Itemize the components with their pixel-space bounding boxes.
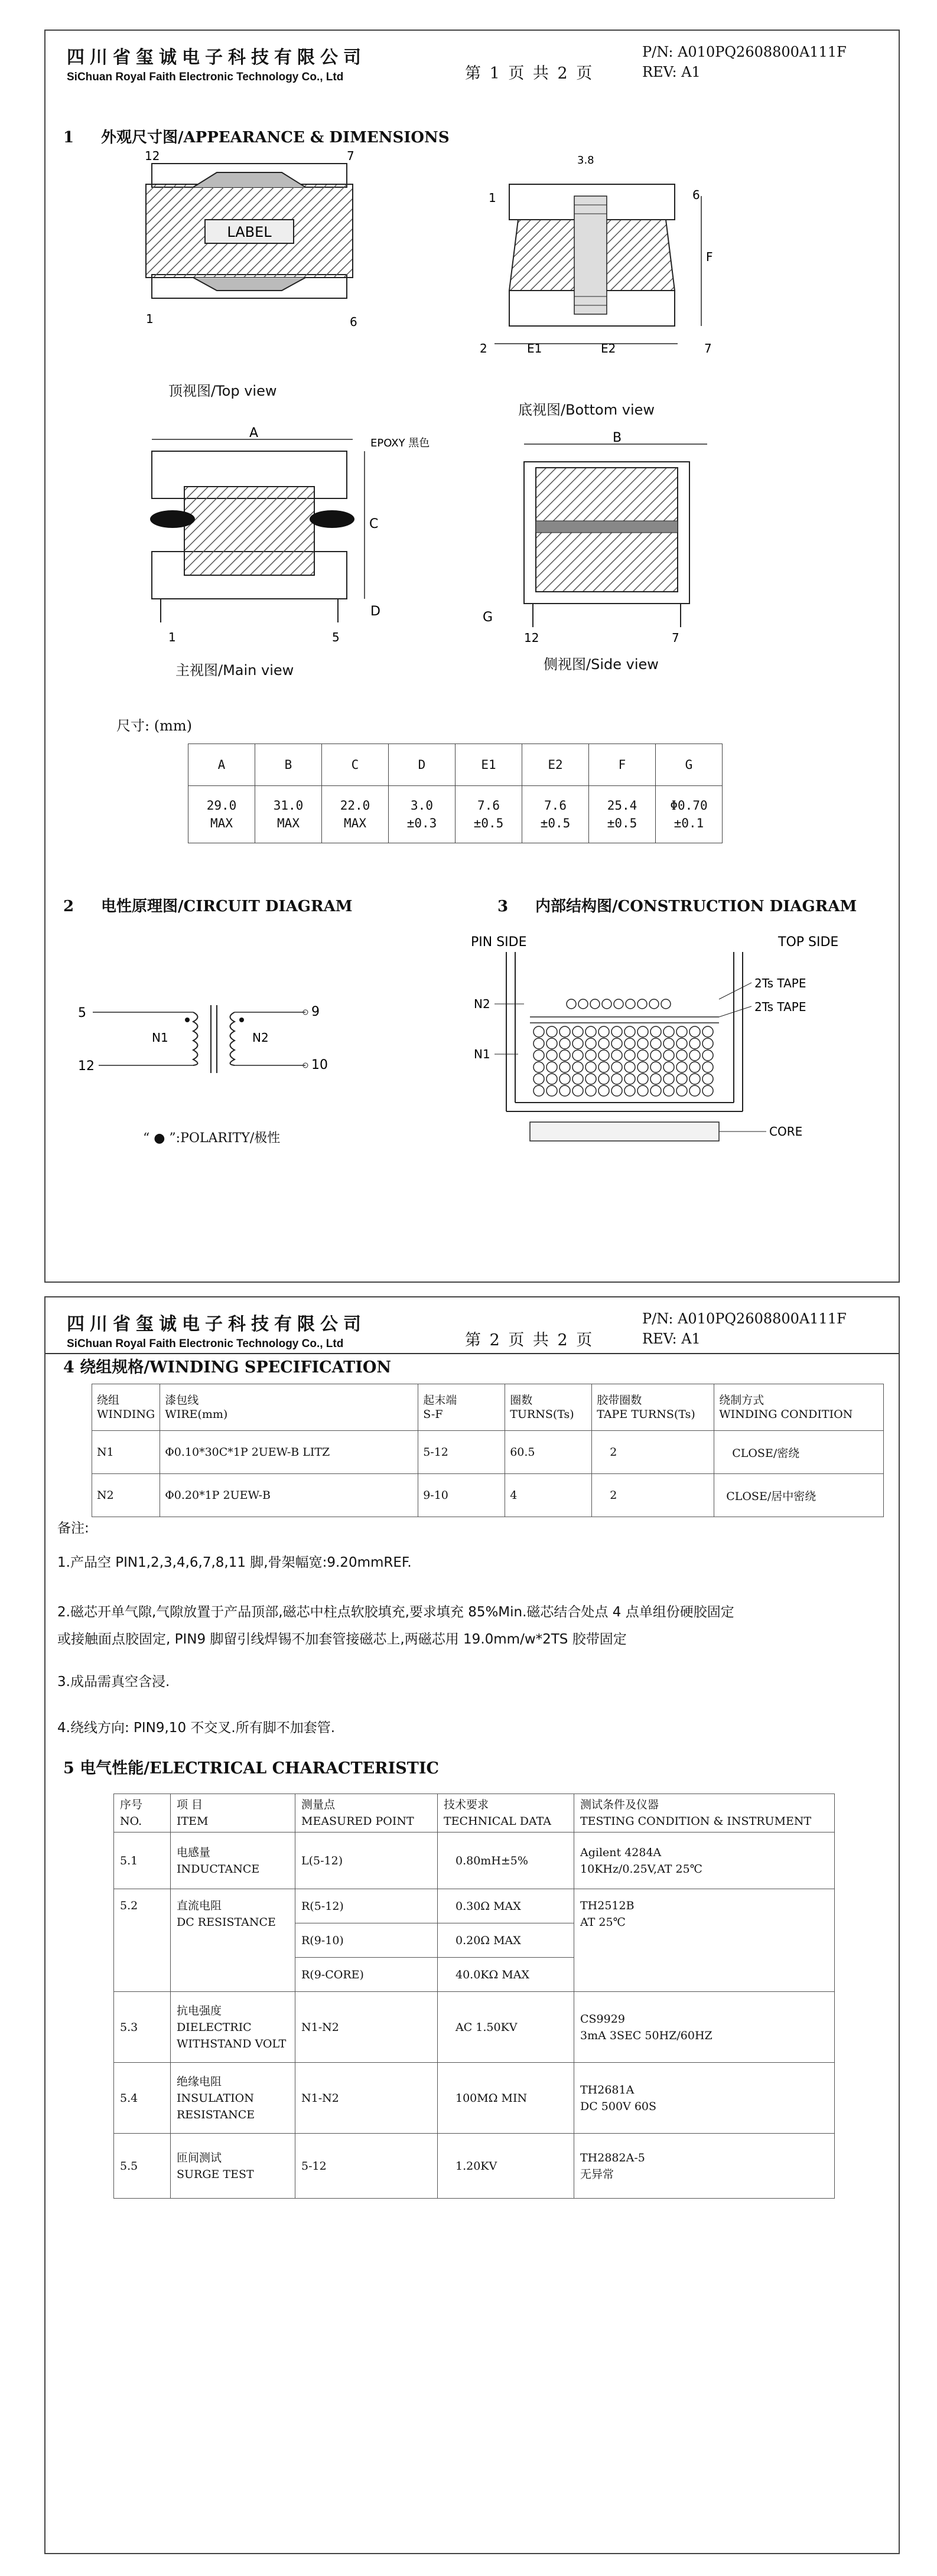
dimensions-table: A B C D E1 E2 F G 29.0 MAX 31.0 MAX 22.0 MAX 3.0 ±0.3 7.6 ±0.5 7.6 ±0.5 25.4 ±0.5 Φ0.70 ±0.1 [188,744,723,843]
n1-wire-turn [559,1074,570,1084]
n1-wire-turn [611,1085,622,1096]
n1-wire-turn [572,1074,583,1084]
part-number: P/N: A010PQ2608800A111F [642,44,847,60]
revision-p2: REV: A1 [642,1331,701,1347]
construction-diagram [471,934,884,1194]
section-1-title: 1 外观尺寸图/APPEARANCE & DIMENSIONS [63,129,450,146]
n1-wire-turn [689,1062,700,1072]
n1-wire-turn [533,1026,544,1037]
note-4: 4.绕线方向: PIN9,10 不交叉.所有脚不加套管. [57,1720,336,1736]
svg-text:CORE: CORE [769,1124,803,1139]
n1-wire-turn [585,1062,596,1072]
spec-page-2 [44,1296,900,2554]
n1-wire-turn [650,1038,661,1049]
n1-wire-turn [598,1074,609,1084]
n1-wire-turn [598,1026,609,1037]
bottom-view-drawing [471,149,737,385]
svg-text:2Ts TAPE: 2Ts TAPE [754,976,806,990]
n1-wire-turn [676,1050,687,1061]
size-label: 尺寸: (mm) [116,718,192,734]
n1-wire-turn [546,1050,557,1061]
bottom-view-caption: 底视图/Bottom view [518,402,655,418]
epoxy-dot-left [150,510,195,528]
n1-wire-turn [598,1038,609,1049]
n1-wire-turn [663,1085,674,1096]
n2-wire-turn [590,999,600,1009]
n1-wire-turn [533,1038,544,1049]
n1-wire-turn [611,1050,622,1061]
n1-wire-turn [637,1085,648,1096]
company-name-en: SiChuan Royal Faith Electronic Technology Co., Ltd [67,71,344,83]
section-2-title: 2 电性原理图/CIRCUIT DIAGRAM [63,898,353,915]
svg-text:1: 1 [489,191,496,205]
n1-wire-turn [689,1050,700,1061]
svg-text:6: 6 [350,315,357,329]
n1-wire-turn [702,1085,713,1096]
n1-wire-turn [663,1050,674,1061]
page-number: 第 1 页 共 2 页 [465,64,594,83]
n1-wire-turn [624,1050,635,1061]
n1-wire-turn [546,1038,557,1049]
n1-wire-turn [572,1038,583,1049]
circuit-diagram [75,999,347,1100]
svg-text:E2: E2 [601,341,616,356]
svg-text:3.8: 3.8 [577,154,594,167]
svg-text:7: 7 [672,631,679,645]
svg-text:7: 7 [347,149,354,163]
n1-wire-turn [559,1050,570,1061]
n1-wire-turn [572,1050,583,1061]
n1-wire-turn [559,1085,570,1096]
n1-wire-turn [637,1026,648,1037]
n1-wire-turn [676,1062,687,1072]
svg-text:12: 12 [145,149,160,163]
n1-wire-turn [533,1074,544,1084]
n1-wire-turn [611,1062,622,1072]
svg-text:F: F [706,250,713,264]
n1-wire-turn [546,1074,557,1084]
note-2: 2.磁芯开单气隙,气隙放置于产品顶部,磁芯中柱点软胶填充,要求填充 85%Min.磁芯结合处点 4 点单组份硬胶固定 [57,1605,734,1620]
n1-wire-turn [650,1062,661,1072]
part-number-p2: P/N: A010PQ2608800A111F [642,1310,847,1327]
svg-text:C: C [369,517,379,531]
main-view-caption: 主视图/Main view [175,662,294,679]
n1-wire-turn [624,1074,635,1084]
label-text: LABEL [227,224,272,240]
svg-text:EPOXY 黑色: EPOXY 黑色 [370,437,430,449]
section-3-title: 3 内部结构图/CONSTRUCTION DIAGRAM [497,898,857,915]
svg-text:5: 5 [78,1006,86,1020]
n1-wire-turn [663,1062,674,1072]
note-1: 1.产品空 PIN1,2,3,4,6,7,8,11 脚,骨架幅宽:9.20mmREF. [57,1555,412,1570]
n1-wire-turn [702,1026,713,1037]
svg-text:E1: E1 [527,341,542,356]
n1-wire-turn [689,1085,700,1096]
svg-text:N1: N1 [474,1047,490,1061]
top-view-caption: 顶视图/Top view [168,383,277,399]
n1-wire-turn [598,1085,609,1096]
n1-wire-turn [559,1026,570,1037]
section-5-title: 5 电气性能/ELECTRICAL CHARACTERISTIC [63,1759,439,1778]
n1-wire-turn [624,1062,635,1072]
svg-text:7: 7 [704,341,712,356]
n2-wire-turn [626,999,635,1009]
n1-wire-turn [585,1050,596,1061]
n1-wire-turn [585,1038,596,1049]
n1-wire-turn [702,1050,713,1061]
note-2-cont: 或接触面点胶固定, PIN9 脚留引线焊锡不加套管接磁芯上,两磁芯用 19.0mm/w*2TS 胶带固定 [57,1632,627,1647]
notes-title: 备注: [57,1521,89,1536]
svg-text:D: D [370,604,380,619]
n1-wire-turn [650,1026,661,1037]
polarity-note: “ ● ”:POLARITY/极性 [143,1131,281,1146]
n1-wire-turn [585,1085,596,1096]
n1-wire-turn [650,1050,661,1061]
n1-wire-turn [585,1074,596,1084]
side-view-drawing [471,432,743,651]
svg-text:2: 2 [480,341,487,356]
side-view-caption: 侧视图/Side view [544,656,659,673]
electrical-table: 序号 NO. 项 目 ITEM 测量点 MEASURED POINT 技术要求 TECHNICAL DATA 测试条件及仪器 TESTING CONDITION & INSTRUMENT 5.1 电感量 INDUCTANCE L(5-12) 0.80mH±5% Agilent 4284A 10KHz/0.25V,AT 25℃ 5.2 直流电阻 DC RESISTANCE R(5-12) 0.30Ω MAX TH2512B AT 25℃ R(9-10) 0.20Ω MAX R(9-CORE) 40.0KΩ MAX 5.3 抗电强度 DIELECTRIC WITHSTAND VOLT N1-N2 AC 1.50KV CS9929 3mA 3SEC 50HZ/60HZ 5.4 绝缘电阻 INSULATION RESISTANCE N1-N2 100MΩ MIN TH2681A DC 500V 60S 5.5 匝间测试 SURGE TEST 5-12 1.20KV TH2882A-5 无异常 [113,1794,835,2199]
n1-wire-turn [572,1062,583,1072]
svg-text:N2: N2 [474,997,490,1011]
main-view-drawing [116,426,430,652]
svg-text:A: A [249,426,259,441]
n1-wire-turn [676,1038,687,1049]
n2-wire-turn [614,999,623,1009]
n1-wire-turn [559,1038,570,1049]
n1-wire-turn [689,1074,700,1084]
n1-wire-turn [663,1074,674,1084]
n1-wire-turn [533,1085,544,1096]
n1-wire-turn [546,1026,557,1037]
n1-wire-turn [702,1038,713,1049]
n1-wire-turn [598,1062,609,1072]
n1-wire-turn [676,1085,687,1096]
n2-wire-turn [649,999,659,1009]
n1-wire-turn [533,1062,544,1072]
svg-text:G: G [483,610,493,625]
spec-page-1 [44,30,900,1283]
svg-text:1: 1 [168,630,176,644]
page-number-p2: 第 2 页 共 2 页 [465,1331,594,1349]
n2-wire-turn [661,999,671,1009]
n1-wire-turn [676,1026,687,1037]
company-name-cn: 四川省玺诚电子科技有限公司 [67,47,366,68]
svg-text:5: 5 [332,630,340,644]
n2-wire-turn [602,999,611,1009]
svg-text:12: 12 [78,1059,95,1074]
n1-wire-turn [559,1062,570,1072]
winding-table: 绕组 WINDING 漆包线 WIRE(mm) 起末端 S-F 圈数 TURNS(Ts) 胶带圈数 TAPE TURNS(Ts) 绕制方式 WINDING CONDITION N1 Φ0.10*30C*1P 2UEW-B LITZ 5-12 60.5 2 CLOSE/密绕 N2 Φ0.20*1P 2UEW-B 9-10 4 2 CLOSE/居中密绕 [92,1384,884,1517]
n1-wire-turn [689,1038,700,1049]
n1-wire-turn [689,1026,700,1037]
n1-wire-turn [676,1074,687,1084]
n1-wire-turn [702,1062,713,1072]
company-name-cn-p2: 四川省玺诚电子科技有限公司 [67,1314,366,1335]
n1-wire-turn [624,1026,635,1037]
svg-text:6: 6 [692,188,700,202]
svg-text:PIN SIDE: PIN SIDE [471,935,527,950]
company-name-en-p2: SiChuan Royal Faith Electronic Technology Co., Ltd [67,1338,344,1350]
svg-text:12: 12 [524,631,539,645]
n1-wire-turn [611,1026,622,1037]
n1-wire-turn [637,1062,648,1072]
n1-wire-turn [533,1050,544,1061]
svg-text:N1: N1 [152,1031,168,1045]
n2-wire-turn [578,999,588,1009]
svg-text:TOP SIDE: TOP SIDE [778,935,839,950]
n1-wire-turn [572,1085,583,1096]
n1-wire-turn [637,1050,648,1061]
n1-wire-turn [546,1062,557,1072]
epoxy-dot-right [310,510,354,528]
n2-wire-turn [637,999,647,1009]
n1-wire-turn [663,1026,674,1037]
n1-wire-turn [572,1026,583,1037]
section-4-title: 4 绕组规格/WINDING SPECIFICATION [63,1358,392,1377]
n1-wire-turn [611,1038,622,1049]
svg-text:9: 9 [311,1005,320,1019]
n1-wire-turn [598,1050,609,1061]
svg-text:1: 1 [146,312,154,326]
svg-text:2Ts TAPE: 2Ts TAPE [754,1000,806,1014]
n1-wire-turn [637,1074,648,1084]
note-3: 3.成品需真空含浸. [57,1674,170,1690]
n1-wire-turn [702,1074,713,1084]
n1-wire-turn [663,1038,674,1049]
n1-wire-turn [637,1038,648,1049]
n1-wire-turn [611,1074,622,1084]
svg-text:N2: N2 [252,1031,269,1045]
n2-wire-turn [567,999,576,1009]
svg-text:B: B [613,431,622,445]
n1-wire-turn [585,1026,596,1037]
n1-wire-turn [624,1038,635,1049]
top-view-drawing [128,149,388,329]
revision: REV: A1 [642,64,701,80]
n1-wire-turn [650,1085,661,1096]
svg-text:10: 10 [311,1058,328,1072]
n1-wire-turn [650,1074,661,1084]
n1-wire-turn [624,1085,635,1096]
n1-wire-turn [546,1085,557,1096]
